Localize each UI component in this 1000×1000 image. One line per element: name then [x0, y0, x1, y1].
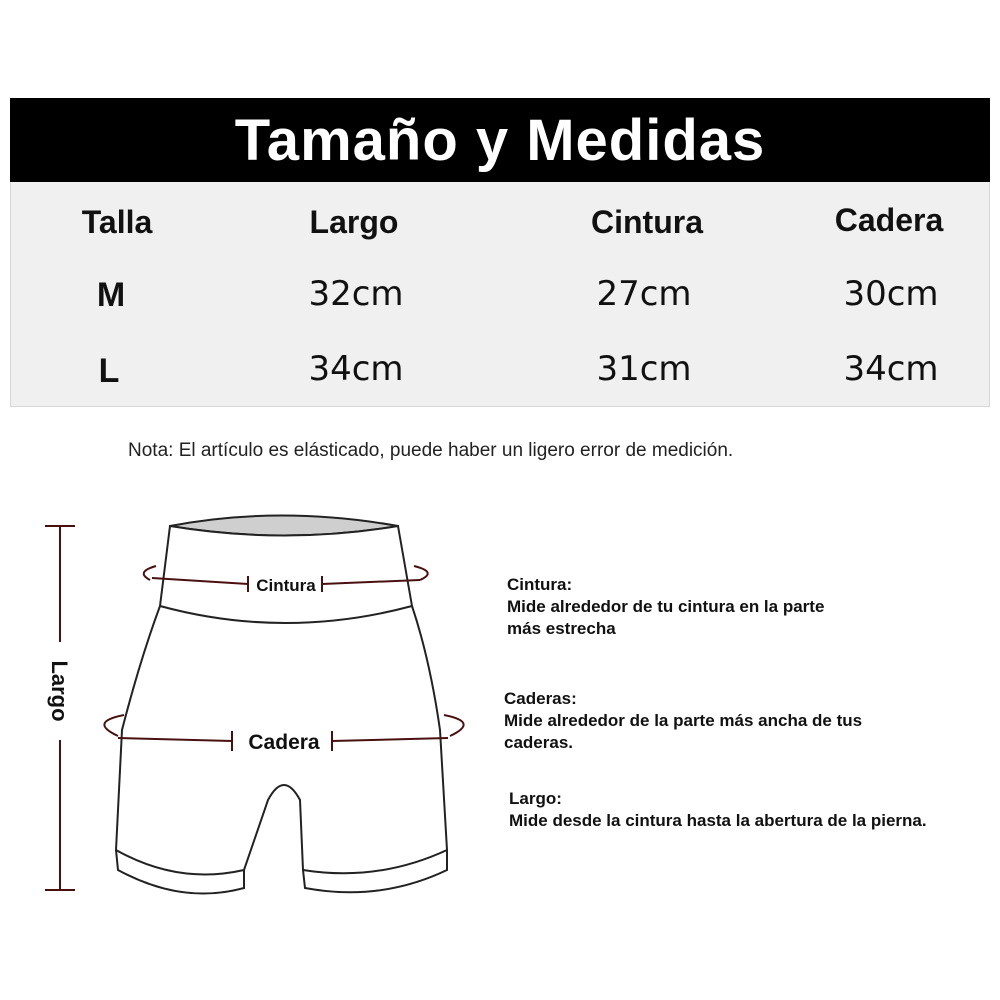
row-l-talla: L [98, 352, 120, 390]
waistband [160, 526, 412, 623]
row-m-largo: 32cm [308, 274, 404, 314]
header-talla: Talla [81, 204, 153, 240]
page-title: Tamaño y Medidas [10, 98, 990, 182]
measurement-note: Nota: El artículo es elásticado, puede haber un ligero error de medición. [128, 440, 734, 461]
cintura-description [507, 574, 824, 640]
largo-description [509, 788, 927, 832]
row-m-cintura: 27cm [596, 274, 692, 314]
row-l-largo: 34cm [308, 349, 404, 389]
cintura-line1: Mide alrededor de tu cintura en la parte [507, 597, 825, 616]
header-cadera: Cadera [834, 202, 944, 238]
row-m-cadera: 30cm [843, 274, 939, 314]
largo-heading: Largo: [509, 789, 562, 808]
cintura-heading: Cintura: [507, 575, 573, 594]
row-l-cadera: 34cm [843, 349, 939, 389]
hip-label: Cadera [248, 731, 320, 754]
caderas-line2: caderas. [504, 733, 573, 752]
row-l-cintura: 31cm [596, 349, 692, 389]
length-label: Largo [47, 660, 72, 722]
caderas-heading: Caderas: [504, 689, 577, 708]
row-m-talla: M [96, 276, 126, 314]
caderas-line1: Mide alrededor de la parte más ancha de tus [504, 711, 863, 730]
cintura-line2: más estrecha [507, 619, 616, 638]
largo-line1: Mide desde la cintura hasta la abertura de la pierna. [509, 811, 927, 830]
header-largo: Largo [309, 204, 399, 240]
header-cintura: Cintura [591, 204, 703, 240]
shorts-illustration [116, 516, 447, 894]
waist-label: Cintura [256, 576, 316, 595]
caderas-description [504, 688, 862, 754]
